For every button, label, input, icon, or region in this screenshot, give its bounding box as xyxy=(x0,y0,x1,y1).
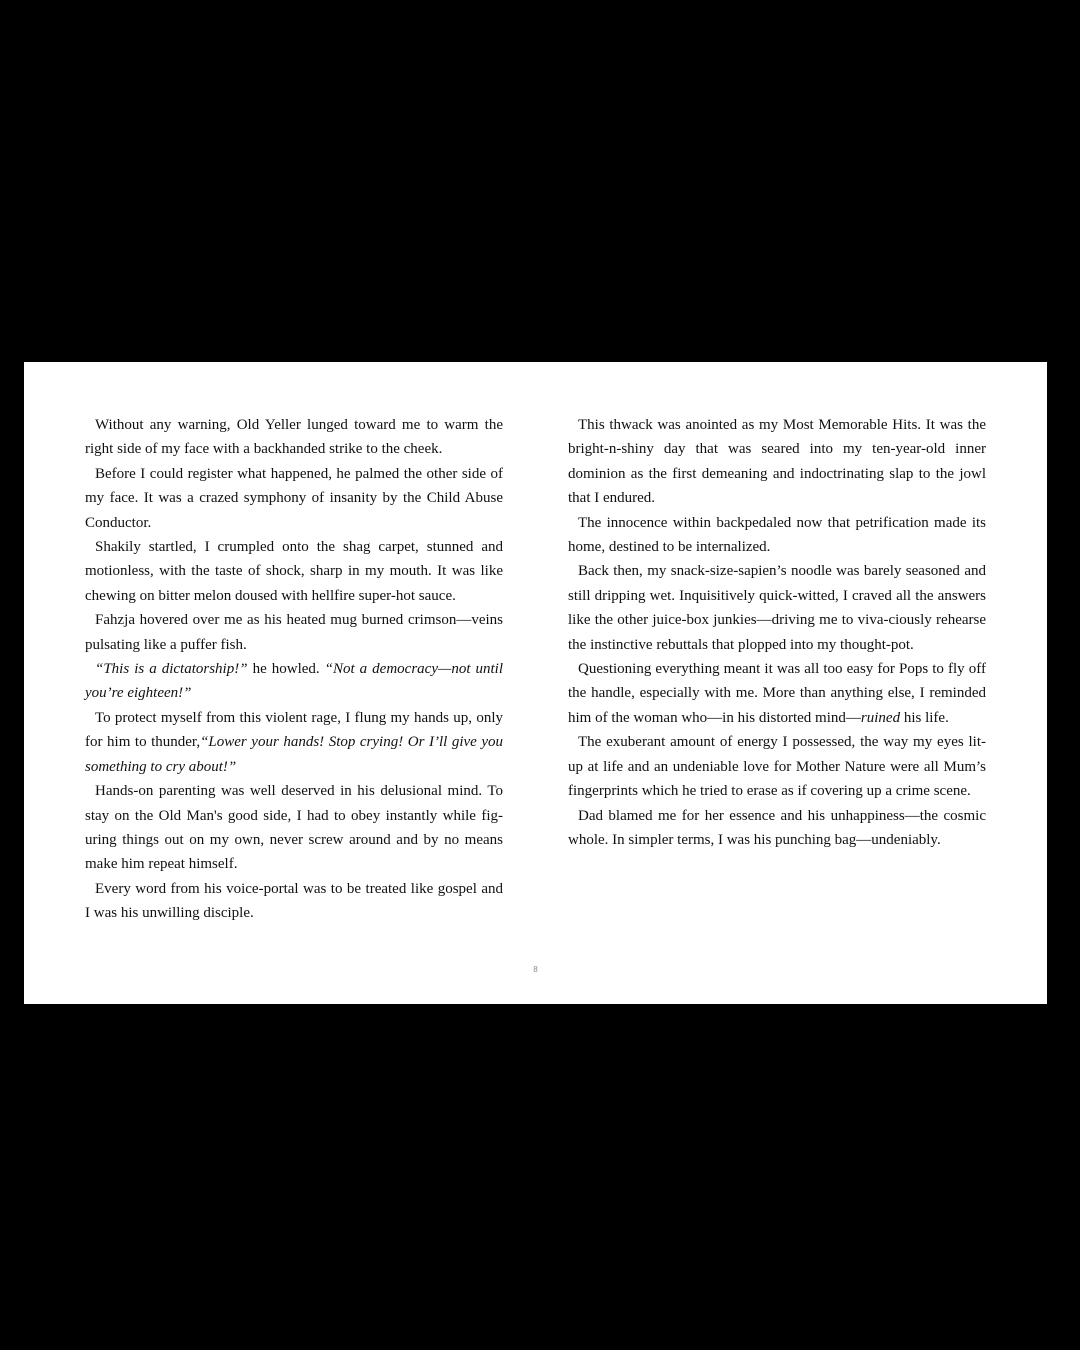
paragraph: Every word from his voice-portal was to be treated like gospel and I was his unwilling disciple. xyxy=(85,880,503,922)
paragraph: Hands-on parenting was well deserved in his delusional mind. To stay on the Old Man's good side, I had to obey instantly while fig-uring things out on my own, never screw around and by no means make him repeat himself. xyxy=(85,783,503,873)
paragraph-text: To protect myself from this violent rage, I flung my hands up, only for him to thunder, xyxy=(85,709,503,751)
dialogue-tag: he howled. xyxy=(247,661,325,678)
dialogue-quote: “Lower your hands! Stop crying! Or I’ll give you something to cry about!” xyxy=(85,734,503,775)
paragraph xyxy=(568,657,986,730)
paragraph: Without any warning, Old Yeller lunged toward me to warm the right side of my face with a backhanded strike to the cheek. xyxy=(85,417,503,458)
paragraph: Back then, my snack-size-sapien’s noodle was barely seasoned and still dripping wet. Inquisitively quick-witted, I craved all the answers like the other juice-box junkies—driving me to viva-ciously rehearse the instinctive rebuttals that plopped into my thought-pot. xyxy=(568,563,986,653)
left-column xyxy=(85,413,503,926)
book-page xyxy=(24,362,1047,1004)
dialogue-quote: “Not a democracy—not until you’re eighteen!” xyxy=(85,661,503,702)
paragraph-text: his life. xyxy=(900,709,949,726)
right-column xyxy=(568,413,986,852)
paragraph: The exuberant amount of energy I possessed, the way my eyes lit-up at life and an undeniable love for Mother Nature were all Mum’s fingerprints which he tried to erase as if covering up a crime scene. xyxy=(568,734,986,800)
paragraph: Shakily startled, I crumpled onto the shag carpet, stunned and motionless, with the taste of shock, sharp in my mouth. It was like chewing on bitter melon doused with hellfire super-hot sauce. xyxy=(85,539,503,604)
paragraph: Fahzja hovered over me as his heated mug burned crimson—veins pulsating like a puffer fish. xyxy=(85,612,503,653)
paragraph: Before I could register what happened, he palmed the other side of my face. It was a crazed symphony of insanity by the Child Abuse Conductor. xyxy=(85,465,503,531)
paragraph xyxy=(85,706,503,779)
paragraph-text: Questioning everything meant it was all too easy for Pops to fly off the handle, especially with me. More than anything else, I reminded him of the woman who—in his distorted mind— xyxy=(568,661,986,726)
paragraph: Dad blamed me for her essence and his unhappiness—the cosmic whole. In simpler terms, I was his punching bag—undeniably. xyxy=(568,807,986,848)
page-number: 8 xyxy=(533,965,538,974)
paragraph: This thwack was anointed as my Most Memorable Hits. It was the bright-n-shiny day that was seared into my ten-year-old inner dominion as the first demeaning and indoctrinating slap to the jowl that I endured. xyxy=(568,417,986,507)
paragraph: The innocence within backpedaled now that petrification made its home, destined to be internalized. xyxy=(568,514,986,556)
emphasis: ruined xyxy=(860,709,901,726)
dialogue-quote: “This is a dictatorship!” xyxy=(95,661,248,678)
paragraph xyxy=(85,657,503,706)
